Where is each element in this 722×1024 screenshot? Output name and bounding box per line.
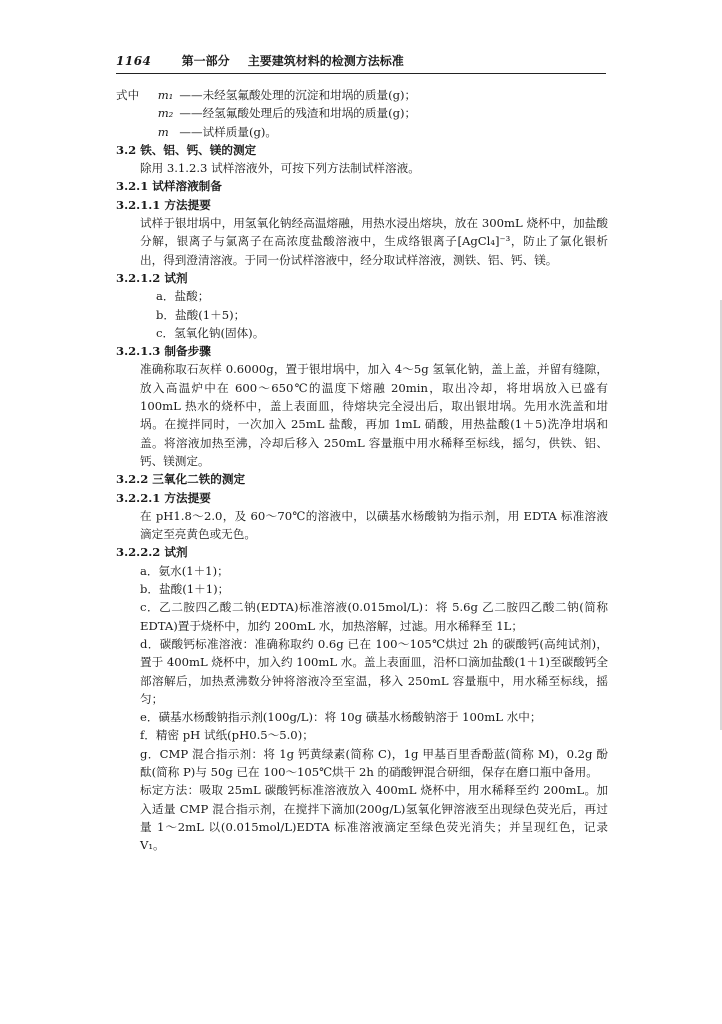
heading-3-2-1: 3.2.1 试样溶液制备: [116, 179, 222, 194]
legend-var: m₂: [157, 106, 174, 121]
formula-legend-m: [116, 123, 608, 141]
heading-3-2-2: 3.2.2 三氧化二铁的测定: [116, 472, 246, 487]
document-body: [116, 86, 608, 854]
solution-d: d．碳酸钙标准溶液：准确称取约 0.6g 已在 100～105℃烘过 2h 的碳酸钙(高纯试剂)，置于 400mL 烧杯中，加入约 100mL 水。盖上表面皿，沿杯口滴加盐酸(1＋1)至碳酸钙全部溶解后，加热煮沸数分钟将溶液冷至室温，移入 250mL 容量瓶中，用水稀至标线，摇匀；: [140, 636, 608, 706]
solution-e: e．磺基水杨酸钠指示剂(100g/L)：将 10g 磺基水杨酸钠溶于 100mL 水中；: [140, 710, 542, 725]
part-label: 第一部分: [181, 54, 230, 68]
solution-f: f．精密 pH 试纸(pH0.5～5.0)；: [140, 728, 314, 743]
paragraph-3-2-1-3: 准确称取石灰样 0.6000g，置于银坩埚中，加入 4～5g 氢氧化钠，盖上盖，并留有缝隙，放入高温炉中在 600～650℃的温度下熔融 20min，取出冷却，将坩埚放入已盛有 100mL 热水的烧杯中，盖上表面皿，待熔块完全浸出后，取出银坩埚。先用水洗盖和坩埚。在搅拌同时，一次加入 25mL 盐酸，再加 1mL 硝酸，用热盐酸(1＋5)洗净坩埚和盖。将溶液加热至沸，冷却后移入 250mL 容量瓶中用水稀释至标线，摇匀，供铁、铝、钙、镁测定。: [140, 362, 608, 468]
heading-3-2-1-1: 3.2.1.1 方法提要: [116, 197, 211, 212]
header-title: 主要建筑材料的检测方法标准: [247, 54, 404, 68]
reagent-b: b．盐酸(1＋5)；: [156, 307, 246, 322]
solution-c: c．乙二胺四乙酸二钠(EDTA)标准溶液(0.015mol/L)：将 5.6g 乙二胺四乙酸二钠(简称 EDTA)置于烧杯中，加约 200mL 水，加热溶解，过滤。用水稀释至 1L；: [140, 600, 608, 633]
page-number: 1164: [116, 54, 152, 68]
heading-3-2-1-2: 3.2.1.2 试剂: [116, 270, 188, 285]
formula-legend-m2: [116, 104, 608, 122]
formula-legend-m1: [116, 86, 608, 104]
legend-var: m₁: [157, 88, 174, 102]
reagent-c: c．氢氧化钠(固体)。: [156, 325, 265, 340]
solution-g: g．CMP 混合指示剂：将 1g 钙黄绿素(简称 C)，1g 甲基百里香酚蓝(简称 M)，0.2g 酚酞(简称 P)与 50g 已在 100～105℃烘干 2h 的硝酸钾混合研细，保存在磨口瓶中备用。: [140, 746, 608, 779]
legend-text: ——试样质量(g)。: [179, 124, 277, 139]
legend-text: ——未经氢氟酸处理的沉淀和坩埚的质量(g)；: [179, 88, 417, 102]
reagent-a: a．盐酸；: [156, 289, 210, 304]
legend-label: 式中: [116, 88, 140, 102]
paragraph-calibration: 标定方法：吸取 25mL 碳酸钙标准溶液放入 400mL 烧杯中，用水稀释至约 200mL。加入适量 CMP 混合指示剂，在搅拌下滴加(200g/L)氢氧化钾溶液至出现绿色荧光后，再过量 1～2mL 以(0.015mol/L)EDTA 标准溶液滴定至绿色荧光消失；并呈现红色，记录 V₁。: [140, 783, 608, 853]
legend-var: m: [157, 124, 169, 139]
legend-text: ——经氢氟酸处理后的残渣和坩埚的质量(g)；: [179, 106, 417, 121]
heading-3-2-2-2: 3.2.2.2 试剂: [116, 545, 188, 560]
solution-a: a．氨水(1＋1)；: [140, 563, 229, 578]
paragraph-3-2: 除用 3.1.2.3 试样溶液外，可按下列方法制试样溶液。: [140, 161, 420, 176]
heading-3-2-1-3: 3.2.1.3 制备步骤: [116, 344, 211, 359]
heading-3-2: 3.2 铁、铝、钙、镁的测定: [116, 142, 257, 157]
paragraph-3-2-1-1: 试样于银坩埚中，用氢氧化钠经高温熔融，用热水浸出熔块，放在 300mL 烧杯中，加盐酸分解，银离子与氯离子在高浓度盐酸溶液中，生成络银离子[AgCl₄]⁻³，防止了氯化银析出，得到澄清溶液。于同一份试样溶液中，经分取试样溶液，测铁、铝、钙、镁。: [140, 216, 608, 267]
paragraph-3-2-2-1: 在 pH1.8～2.0，及 60～70℃的溶液中，以磺基水杨酸钠为指示剂，用 EDTA 标准溶液滴定至亮黄色或无色。: [140, 508, 608, 542]
header-rule: [116, 73, 606, 74]
page-header: [116, 52, 602, 72]
solution-b: b．盐酸(1＋1)；: [140, 582, 230, 597]
heading-3-2-2-1: 3.2.2.1 方法提要: [116, 490, 211, 505]
